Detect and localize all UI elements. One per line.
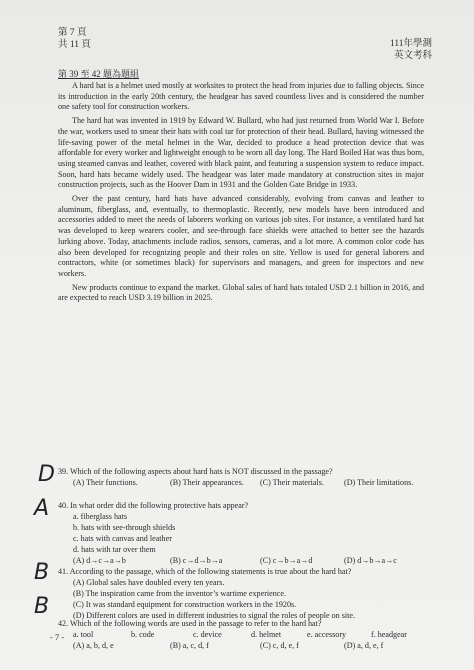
- question-39: [58, 466, 428, 488]
- passage-paragraph: New products continue to expand the market. Global sales of hard hats totaled USD 2.1 billion in 2016, and are expected to reach USD 3.19 billion in 2025.: [58, 282, 424, 303]
- handwritten-answer: B: [34, 560, 50, 585]
- page-footer: - 7 -: [50, 632, 65, 642]
- answer-options: [58, 640, 428, 651]
- option-d[interactable]: (D) d→b→a→c: [344, 556, 397, 565]
- option-b[interactable]: (B) Their appearances.: [170, 478, 244, 487]
- option-b[interactable]: (B) The inspiration came from the inventor’s wartime experience.: [73, 589, 286, 598]
- passage-paragraph: Over the past century, hard hats have advanced considerably, evolving from canvas and leather to aluminum, fiberglass, and, eventually, to thermoplastic. Recently, new models have been introduced and accessories added to meet the needs of laborers working on various job sites. For instance, a ventilated hard hat was developed to keep wearers cooler, and see-through face shields were attached to better see the hazards lurking above. Today, attachments include radios, sensors, cameras, and a lot more. A common color code has also been developed for recognizing people and their roles on site. Yellow is used for general laborers and contractors, white (or sometimes black) for supervisors and managers, and green for inspectors and new workers.: [58, 194, 424, 278]
- page-number: 第 7 頁: [58, 28, 87, 38]
- question-stem: 39. Which of the following aspects about hard hats is NOT discussed in the passage?: [58, 467, 333, 476]
- option-a[interactable]: (A) Global sales have doubled every ten years.: [73, 578, 225, 587]
- list-item: a. tool: [73, 630, 94, 639]
- exam-year: 111年學測: [389, 39, 432, 49]
- page-info: [58, 27, 91, 51]
- option-d[interactable]: (D) a, d, e, f: [344, 641, 384, 650]
- list-item: d. hats with tar over them: [73, 545, 156, 554]
- answer-options: [58, 477, 428, 488]
- list-item: c. device: [193, 630, 222, 639]
- question-42: [58, 618, 428, 651]
- list-item: b. hats with see-through shields: [73, 523, 176, 532]
- exam-subject: 英文考科: [393, 51, 432, 61]
- option-c[interactable]: (C) Their materials.: [260, 478, 324, 487]
- list-item: a. fiberglass hats: [73, 512, 128, 521]
- total-pages: 共 11 頁: [58, 40, 91, 50]
- answer-options: [58, 555, 428, 566]
- question-stem: 42. Which of the following words are used in the passage to refer to the hard hat?: [58, 619, 322, 628]
- option-a[interactable]: (A) a, b, d, e: [73, 641, 114, 650]
- question-40: [58, 500, 428, 566]
- exam-info: [390, 38, 432, 62]
- handwritten-answer: A: [34, 496, 50, 521]
- option-a[interactable]: (A) Their functions.: [73, 478, 138, 487]
- list-item: f. headgear: [371, 630, 407, 639]
- section-title: 第 39 至 42 題為題組: [58, 69, 140, 79]
- passage-paragraph: A hard hat is a helmet used mostly at worksites to protect the head from injuries due to falling objects. Since its introduction in the early 20th century, the headgear has saved countless lives and is considered the number one safety tool for construction workers.: [58, 81, 424, 112]
- question-stem: 40. In what order did the following protective hats appear?: [58, 501, 249, 510]
- option-d[interactable]: (D) Their limitations.: [344, 478, 414, 487]
- question-stem: 41. According to the passage, which of the following statements is true about the hard hat?: [58, 567, 352, 576]
- question-41: [58, 566, 428, 621]
- handwritten-answer: B: [34, 594, 50, 619]
- list-item: b. code: [131, 630, 155, 639]
- word-list: [58, 629, 428, 640]
- option-a[interactable]: (A) d→c→a→b: [73, 556, 126, 565]
- passage-paragraph: The hard hat was invented in 1919 by Edward W. Bullard, who had just returned from World War I. Before the war, workers used to smear their hats with coal tar for protection of their head. Bullard, having witnessed the life-saving power of the metal helmet in the War, decided to produce a head protection device that was affordable for every worker and lightweight enough to be worn all day long. The Hard Boiled Hat was thus born, using steamed canvas and leather, covered with black paint, and featuring a suspension system to reduce impact. Soon, hard hats became widely used. The headgear was later made mandatory at construction sites in major construction projects, such as the Hoover Dam in 1931 and the Golden Gate Bridge in 1933.: [58, 116, 424, 190]
- option-c[interactable]: (C) c→b→a→d: [260, 556, 313, 565]
- list-item: d. helmet: [251, 630, 282, 639]
- option-d[interactable]: (D) Different colors are used in different industries to signal the roles of people on site.: [73, 611, 356, 620]
- option-b[interactable]: (B) a, c, d, f: [170, 641, 209, 650]
- reading-passage: [58, 81, 424, 307]
- list-item: c. hats with canvas and leather: [73, 534, 172, 543]
- option-b[interactable]: (B) c→d→b→a: [170, 556, 223, 565]
- option-c[interactable]: (C) c, d, e, f: [260, 641, 299, 650]
- handwritten-answer: D: [38, 462, 55, 487]
- list-item: e. accessory: [307, 630, 347, 639]
- option-c[interactable]: (C) It was standard equipment for construction workers in the 1920s.: [73, 600, 297, 609]
